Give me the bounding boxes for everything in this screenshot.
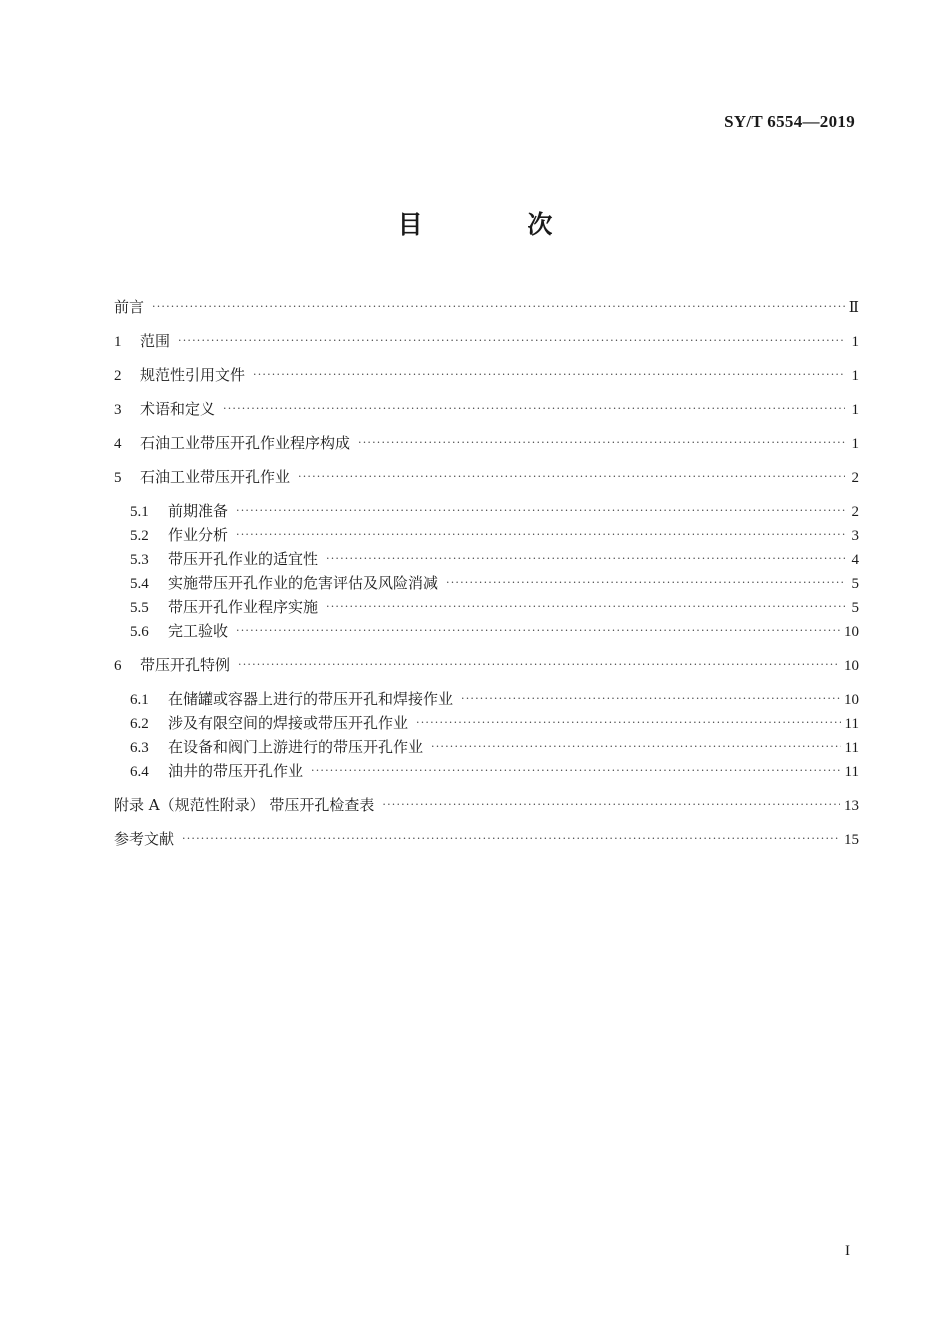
- toc-entry-number: 5.6: [130, 624, 149, 640]
- toc-entry-title: 前期准备: [168, 502, 229, 520]
- toc-entry-title: 油井的带压开孔作业: [168, 762, 304, 780]
- toc-leader-dots: [446, 576, 845, 589]
- toc-entry[interactable]: [114, 524, 859, 548]
- toc-entry-title: 石油工业带压开孔作业: [140, 468, 291, 486]
- toc-leader-dots: [182, 832, 840, 845]
- toc-entry[interactable]: [114, 364, 859, 388]
- toc-entry[interactable]: [114, 596, 859, 620]
- toc-entry-page: 5: [851, 576, 859, 592]
- toc-entry-title: 术语和定义: [140, 400, 216, 418]
- toc-entry-number: 5.1: [130, 504, 149, 520]
- page-number: I: [845, 1243, 850, 1259]
- toc-entry[interactable]: [114, 432, 859, 456]
- toc-entry-number: 5.2: [130, 528, 149, 544]
- toc-leader-dots: [461, 692, 840, 705]
- toc-entry-page: 15: [844, 832, 859, 848]
- toc-entry[interactable]: [114, 548, 859, 572]
- toc-leader-dots: [431, 740, 841, 753]
- toc-entry-page: 2: [851, 504, 859, 520]
- standard-code: SY/T 6554—2019: [724, 112, 855, 131]
- toc-entry-title: 前言: [114, 298, 145, 316]
- toc-leader-dots: [236, 504, 845, 517]
- toc-entry[interactable]: [114, 500, 859, 524]
- toc-entry-title: 在设备和阀门上游进行的带压开孔作业: [168, 738, 424, 756]
- toc-entry-page: 10: [844, 624, 859, 640]
- page-title: 目 次: [397, 210, 601, 239]
- toc-leader-dots: [326, 552, 845, 565]
- toc-leader-dots: [298, 470, 845, 483]
- toc-entry-page: 13: [844, 798, 859, 814]
- toc-entry-page: 2: [851, 470, 859, 486]
- toc-entry-number: 2: [114, 368, 122, 384]
- toc-entry-page: 10: [844, 658, 859, 674]
- toc-leader-dots: [416, 716, 841, 729]
- toc-entry-page: 11: [844, 740, 859, 756]
- toc-entry[interactable]: [114, 330, 859, 354]
- toc-leader-dots: [253, 368, 845, 381]
- toc-entry[interactable]: [114, 688, 859, 712]
- toc-entry-page: 10: [844, 692, 859, 708]
- toc-entry[interactable]: [114, 572, 859, 596]
- toc-entry-page: Ⅱ: [848, 300, 859, 316]
- toc-entry-title: 带压开孔特例: [140, 656, 231, 674]
- toc-leader-dots: [236, 528, 845, 541]
- toc-leader-dots: [223, 402, 845, 415]
- toc-entry-number: 5.3: [130, 552, 149, 568]
- toc-entry-page: 11: [844, 716, 859, 732]
- toc-entry-number: 5: [114, 470, 122, 486]
- toc-entry-page: 1: [851, 402, 859, 418]
- toc-entry-title: 带压开孔作业的适宜性: [168, 550, 319, 568]
- toc-entry-title: 作业分析: [168, 526, 229, 544]
- toc-entry-page: 4: [851, 552, 859, 568]
- toc-entry[interactable]: [114, 466, 859, 490]
- toc-entry-number: 1: [114, 334, 122, 350]
- toc-entry[interactable]: [114, 828, 859, 852]
- toc-entry-title: 带压开孔作业程序实施: [168, 598, 319, 616]
- toc-entry-number: 6.2: [130, 716, 149, 732]
- toc-entry-page: 11: [844, 764, 859, 780]
- toc-entry-title: 范围: [140, 332, 171, 350]
- toc-entry-number: 4: [114, 436, 122, 452]
- toc-leader-dots: [358, 436, 845, 449]
- toc-entry[interactable]: [114, 712, 859, 736]
- toc-entry-title: 实施带压开孔作业的危害评估及风险消减: [168, 574, 439, 592]
- toc-leader-dots: [326, 600, 845, 613]
- toc-entry[interactable]: [114, 760, 859, 784]
- toc-entry-page: 5: [851, 600, 859, 616]
- toc-leader-dots: [236, 624, 840, 637]
- toc-entry-page: 1: [851, 368, 859, 384]
- toc-entry[interactable]: [114, 794, 859, 818]
- toc-entry[interactable]: [114, 736, 859, 760]
- toc-entry-title: 完工验收: [168, 622, 229, 640]
- toc-entry[interactable]: [114, 398, 859, 422]
- toc-entry[interactable]: [114, 620, 859, 644]
- table-of-contents: [114, 296, 859, 852]
- toc-entry-title: 涉及有限空间的焊接或带压开孔作业: [168, 714, 409, 732]
- toc-entry-number: 5.5: [130, 600, 149, 616]
- toc-leader-dots: [382, 798, 840, 811]
- toc-entry-number: 6.3: [130, 740, 149, 756]
- toc-entry-title: 在储罐或容器上进行的带压开孔和焊接作业: [168, 690, 454, 708]
- toc-entry-page: 1: [851, 436, 859, 452]
- toc-leader-dots: [178, 334, 845, 347]
- toc-entry-number: 5.4: [130, 576, 149, 592]
- toc-entry-title: 附录 A（规范性附录） 带压开孔检查表: [114, 796, 375, 814]
- toc-entry-number: 6.4: [130, 764, 149, 780]
- toc-entry-title: 规范性引用文件: [140, 366, 246, 384]
- toc-entry[interactable]: [114, 296, 859, 320]
- toc-entry-number: 6: [114, 658, 122, 674]
- toc-entry-title: 参考文献: [114, 830, 175, 848]
- toc-entry-page: 3: [851, 528, 859, 544]
- toc-entry-page: 1: [851, 334, 859, 350]
- toc-entry-number: 6.1: [130, 692, 149, 708]
- toc-entry-title: 石油工业带压开孔作业程序构成: [140, 434, 351, 452]
- toc-leader-dots: [152, 300, 845, 313]
- toc-entry-number: 3: [114, 402, 122, 418]
- toc-entry[interactable]: [114, 654, 859, 678]
- toc-leader-dots: [311, 764, 841, 777]
- toc-leader-dots: [238, 658, 840, 671]
